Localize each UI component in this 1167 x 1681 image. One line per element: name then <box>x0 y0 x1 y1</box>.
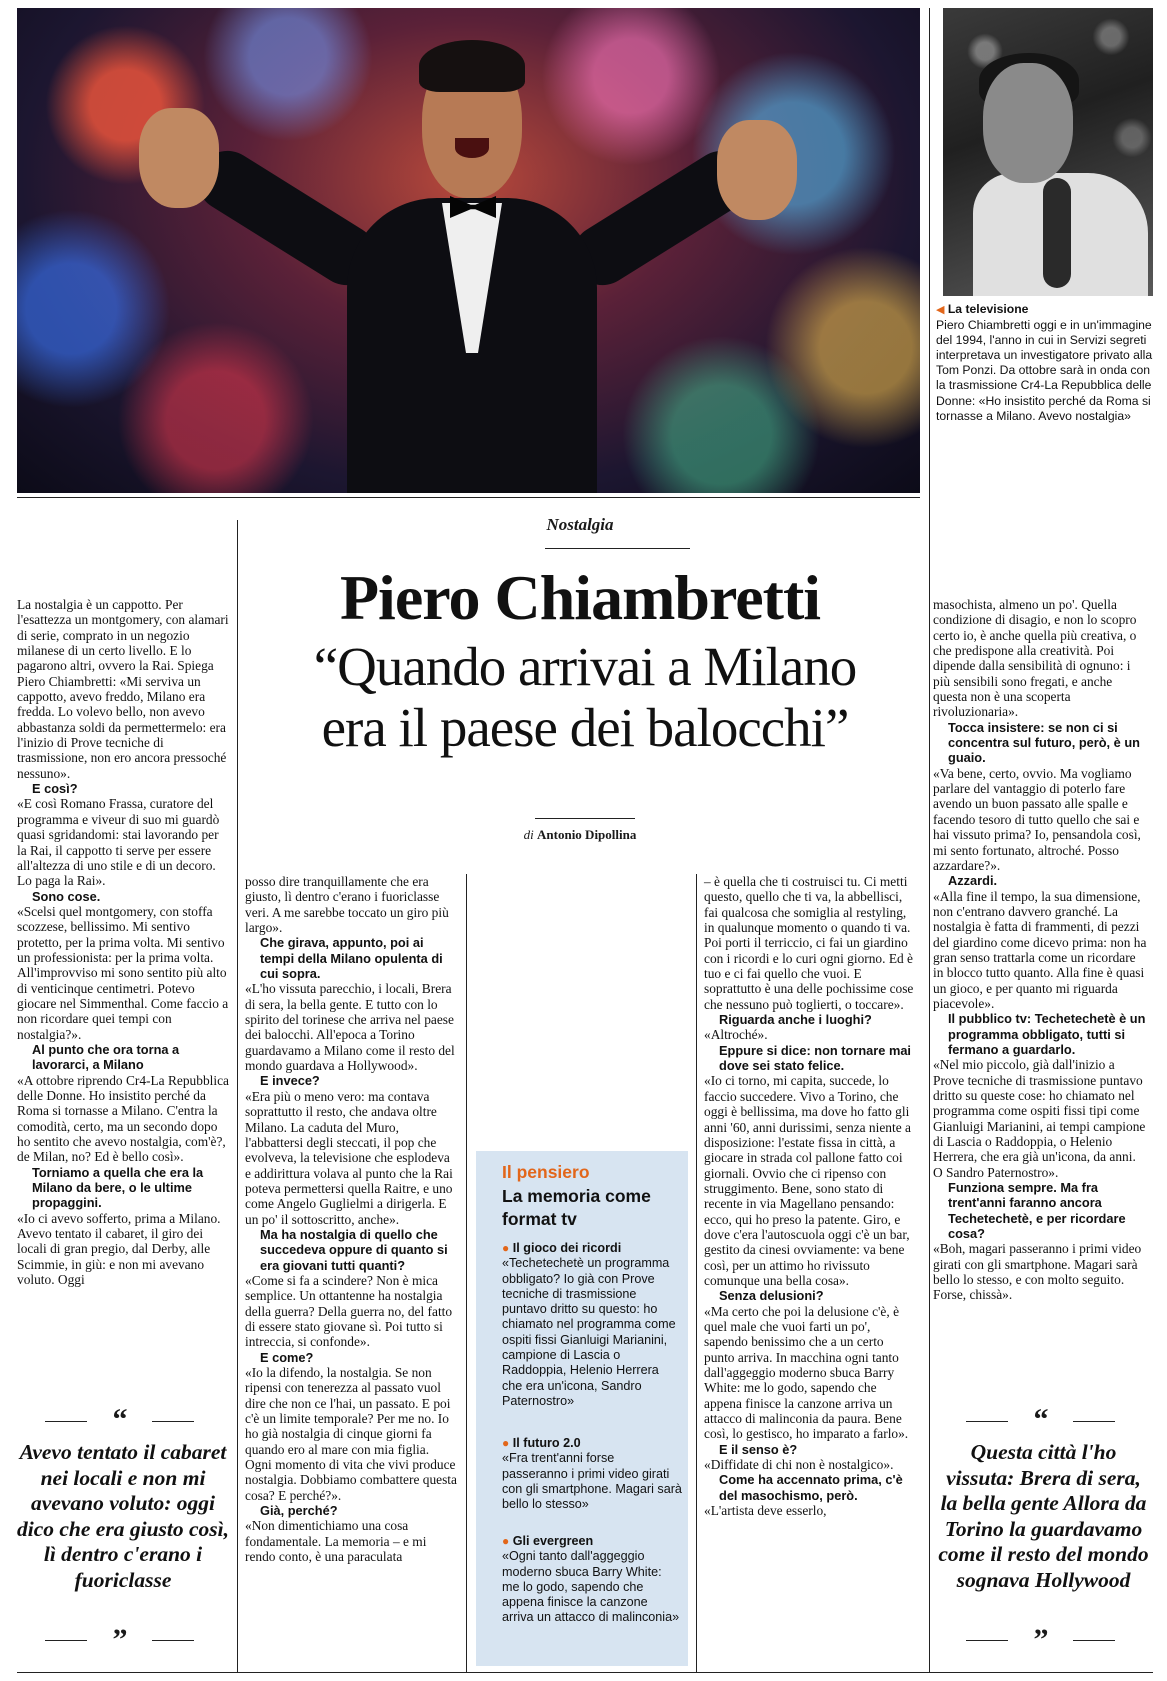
caption-text: Piero Chiambretti oggi e in un'immagine del 1994, l'anno in cui in Servizi segreti interpretava un investigatore privato alla Tom Ponzi. Da ottobre sarà in onda con la trasmissione Cr4-La Repubblica delle Donne: «Ho insistito perché da Roma si tornasse a Milano. Avevo nostalgia» <box>936 318 1153 423</box>
interview-question: Riguarda anche i luoghi? <box>719 1012 872 1028</box>
interview-question: Eppure si dice: non tornare mai dove sei stato felice. <box>719 1042 911 1074</box>
paragraph: «Ma certo che poi la delusione c'è, è quel male che vuoi farti un po', sapendo benissimo che a un certo punto arriva. In macchina ogni tanto dall'aggeggio moderno sbuca Barry White: me lo godo, sapendo che appena finisce la canzone arriva un attacco di malinconia da paura. Bene così, lo gestisco, ho imparato a farlo». <box>704 1303 909 1442</box>
bullet-icon: ● <box>502 1241 510 1255</box>
young-face <box>983 63 1073 183</box>
subheadline: “Quando arrivai a Milano era il paese dei balocchi” <box>313 636 857 758</box>
open-quote-mark: “ <box>1033 1403 1049 1436</box>
article-column-2 <box>245 874 457 1564</box>
interview-question: Già, perché? <box>260 1503 338 1519</box>
author-name: Antonio Dipollina <box>537 827 637 842</box>
box-item: ● Il futuro 2.0 «Fra trent'anni forse passeranno i primi video girati con gli smartphone. Magari sarà bello lo stesso» <box>502 1436 682 1512</box>
paragraph: «L'ho vissuta parecchio, i locali, Brera di sera, la bella gente. E tutto con lo spirito del torinese che arriva nel paese dei balocchi. All'epoca a Torino guardavamo a Milano come il resto del mondo guardava a Hollywood». <box>245 981 455 1074</box>
paragraph: masochista, almeno un po'. Quella condizione di disagio, e non lo scopro certo io, è anche quella più creativa, o che predispone alla creatività. Poi dipende dalla sensibilità di ognuno: i più sensibili sono fregati, e anche questa non è una scoperta rivoluzionaria». <box>933 597 1137 720</box>
sidebar-box <box>476 1151 688 1666</box>
side-photo-1994 <box>943 8 1153 296</box>
pull-quote-left: Avevo tentato il cabaret nei locali e non mi avevano voluto: oggi dico che era giusto così, lì dentro c'erano i fuoriclasse <box>17 1440 229 1592</box>
interview-question: Tocca insistere: se non ci si concentra sul futuro, però, è un guaio. <box>948 719 1140 766</box>
paragraph: «Io ci torno, mi capita, succede, lo faccio succedere. Vivo a Torino, che oggi è bellissima, ma dove ho fatto gli anni '60, anni durissimi, senza niente a disposizione: l'estate fissa in città, a giocare in strada col pallone fatto coi giornali. Ovvio che ci ripenso con struggimento. Bene, sono stato di recente in via Magellano pensando: ecco, qui ho preso la patente. Giro, e dove c'era l'autoscuola oggi c'è un bar, gestito da cinesi ovviamente: va bene così, per un attimo ho rivissuto comunque una bella cosa». <box>704 1073 911 1288</box>
caption-arrow-icon: ◀ <box>936 304 945 316</box>
bullet-icon: ● <box>502 1534 510 1548</box>
article-column-4 <box>933 597 1148 1303</box>
box-item: ● Gli evergreen «Ogni tanto dall'aggeggio moderno sbuca Barry White: me lo godo, sapendo che appena finisce la canzone arriva un attacco di malinconia» <box>502 1534 680 1625</box>
interview-question: Funziona sempre. Ma fra trent'anni faranno ancora Techetechetè, e per ricordare cosa? <box>948 1180 1126 1242</box>
byline: di Antonio Dipollina <box>523 827 637 842</box>
kicker-rule <box>545 548 690 549</box>
interview-question: Il pubblico tv: Techetechetè è un programma obbligato, tutti si fermano a guardarlo. <box>948 1011 1146 1057</box>
photo-bottom-rule <box>17 497 920 498</box>
interview-question: E così? <box>32 781 78 797</box>
paragraph: «Va bene, certo, ovvio. Ma vogliamo parlare del vantaggio di poterlo fare avendo un buon passato alle spalle e facendo tesoro di tutto quello che sai e hai vissuto prima? Io, pensandola così, mi sento fortunato, altroché. Posso azzardare?». <box>933 765 1141 873</box>
paragraph: posso dire tranquillamente che era giusto, lì dentro c'erano i fuoriclasse veri. A me sarebbe toccato un giro più largo». <box>245 874 449 936</box>
paragraph: «Io la difendo, la nostalgia. Se non ripensi con tenerezza al passato vuol dire che non ce l'hai, un passato. E poi c'è un limite temporale? Per me no. Io ho già nostalgia di cinque giorni fa quando ero al mare con mia figlia. Ogni momento di vita che vivi produce nostalgia. Dobbiamo combattere questa cosa? E perché?». <box>245 1365 457 1503</box>
page-bottom-rule <box>17 1672 1153 1673</box>
interview-question: Che girava, appunto, poi ai tempi della Milano opulenta di cui sopra. <box>260 935 443 982</box>
paragraph: «Alla fine il tempo, la sua dimensione, non c'entrano davvero granché. La nostalgia è fatta di frammenti, di pezzi del giardino come dicevo prima: non ha gran senso trattarla come un ricordare in blocco tutto quanto. Alla fine è quasi un gioco, e per quanto mi riguarda piacevole». <box>933 888 1147 1011</box>
paragraph: «A ottobre riprendo Cr4-La Repubblica delle Donne. Ho insistito perché da Roma si tornasse a Milano. C'entra la comodità, certo, ma un secondo dopo ho sentito che avevo nostalgia, com'è?, de Milan, no? Ed è bello così». <box>17 1072 229 1165</box>
paragraph: «Io ci avevo sofferto, prima a Milano. Avevo tentato il cabaret, il giro dei locali di gran pregio, dal Derby, alle Scimmie, in giù: e non mi avevano voluto. Oggi <box>17 1210 221 1288</box>
pull-quote-right: Questa città l'ho vissuta: Brera di sera, la bella gente Allora da Torino la guardavamo come il resto del mondo sognava Hollywood <box>938 1440 1149 1592</box>
box-item: ● Il gioco dei ricordi «Techetechetè un programma obbligato? Io già con Prove tecniche di trasmissione puntavo dritto su questo: ho chiamato nel programma come ospiti fissi Gianluigi Marianini, campione di Lascia o Raddoppia, Helenio Herrera che era un'icona, Sandro Paternostro» <box>502 1241 676 1408</box>
interview-question: Al punto che ora torna a lavorarci, a Milano <box>32 1041 180 1073</box>
microphone <box>1043 178 1071 288</box>
open-quote-mark: “ <box>112 1403 128 1436</box>
interview-question: Senza delusioni? <box>719 1288 824 1304</box>
box-title: La memoria come format tv <box>502 1186 651 1229</box>
paragraph: «Boh, magari passeranno i primi video girati con gli smartphone. Magari sarà bello lo stesso, e con molto seguito. Forse, chissà». <box>933 1241 1142 1303</box>
column-divider <box>466 874 467 1673</box>
paragraph: «Non dimentichiamo una cosa fondamentale. La memoria – e mi rendo conto, è una paraculata <box>245 1518 427 1565</box>
paragraph: «Scelsi quel montgomery, con stoffa scozzese, bellissimo. Mi sentivo protetto, per la prima volta. Mi sentivo un professionista: per la prima volta. All'improvviso mi sono sentito più alto di venticinque centimetri. Potevo giocare nel Simmenthal. Come faccio a non ricordare quei tempi con nostalgia?». <box>17 903 229 1042</box>
interview-question: E invece? <box>260 1073 320 1089</box>
paragraph: La nostalgia è un cappotto. Per l'esattezza un montgomery, con alamari di serie, comprato in un negozio milanese di un certo livello. E lo pagarono altri, ovvero la Rai. Spiega Piero Chiambretti: «Mi serviva un cappotto, avevo freddo, Milano era fredda. Lo volevo bello, non avevo abbastanza soldi da permettermelo: era l'inizio di Prove tecniche di trasmissione, non ero ancora pressoché nessuno». <box>17 597 229 781</box>
paragraph: «Nel mio piccolo, già dall'inizio a Prove tecniche di trasmissione puntavo dritto su queste cose: ho chiamato nel programma come ospiti fissi tipi come Gianluigi Marianini, ai tempi campione di Lascia o Raddoppia, o Helenio Herrera, che era già un'icona, da anni. O Sandro Paternostro». <box>933 1057 1146 1180</box>
paragraph: «L'artista deve esserlo, <box>704 1503 827 1519</box>
interview-question: Azzardi. <box>948 873 998 889</box>
article-column-3 <box>704 874 916 1518</box>
left-hand <box>139 108 219 208</box>
paragraph: «Come si fa a scindere? Non è mica semplice. Un ottantenne ha nostalgia della guerra? Della guerra no, del fatto di essere stato giovane sì. Poi tutto si intreccia, si confonde». <box>245 1272 453 1350</box>
paragraph: – è quella che ti costruisci tu. Ci metti questo, quello che ti va, la abbellisci, fai qualcosa che somiglia al restyling, in qualunque momento o quando ti va. Poi porti il terriccio, ci fai un giardino con i ricordi e lo curi ogni giorno. Ed è tuo e ci fai quello che vuoi. E soprattutto è una delle pochissime cose che nessuno può toglierti, o toccare». <box>704 874 914 1012</box>
photo-caption <box>936 302 1154 424</box>
interview-question: Torniamo a quella che era la Milano da bere, o le ultime propaggini. <box>32 1164 204 1211</box>
column-divider <box>237 520 238 1673</box>
interview-question: Come ha accennato prima, c'è del masochismo, però. <box>719 1472 903 1503</box>
column-divider <box>929 8 930 1673</box>
interview-question: E il senso è? <box>719 1441 798 1457</box>
right-hand <box>717 120 797 220</box>
interview-question: Sono cose. <box>32 888 101 904</box>
headline: Piero Chiambretti <box>339 562 821 633</box>
main-photo <box>17 8 920 493</box>
interview-question: Ma ha nostalgia di quello che succedeva oppure di quanto si era giovani tutti quanti? <box>260 1226 448 1273</box>
close-quote-mark: ” <box>1033 1623 1049 1656</box>
box-kicker: Il pensiero <box>502 1162 590 1182</box>
paragraph: «Era più o meno vero: ma contava soprattutto il resto, che andava oltre Milano. La caduta del Muro, l'abbattersi degli steccati, il pop che evolveva, la televisione che esplodeva e addirittura volava al punto che la Rai poteva permettersi quella Raitre, e uno come Angelo Guglielmi a dirigerla. E un po' il sottoscritto, anche». <box>245 1088 453 1227</box>
paragraph: «E così Romano Frassa, curatore del programma e viveur di suo mi guardò quasi sgridandomi: stai lavorando per la Rai, il cappotto ti serve per essere all'altezza di uno stile e di un decoro. Lo paga la Rai». <box>17 796 220 889</box>
article-column-1 <box>17 597 229 1287</box>
close-quote-mark: ” <box>112 1623 128 1656</box>
caption-title: La televisione <box>947 302 1029 316</box>
column-divider <box>696 874 697 1673</box>
kicker: Nostalgia <box>546 515 614 534</box>
interview-question: E come? <box>260 1349 314 1365</box>
byline-rule <box>535 818 635 819</box>
bullet-icon: ● <box>502 1436 510 1450</box>
paragraph: «Diffidate di chi non è nostalgico». <box>704 1457 894 1473</box>
paragraph: «Altroché». <box>704 1027 768 1043</box>
